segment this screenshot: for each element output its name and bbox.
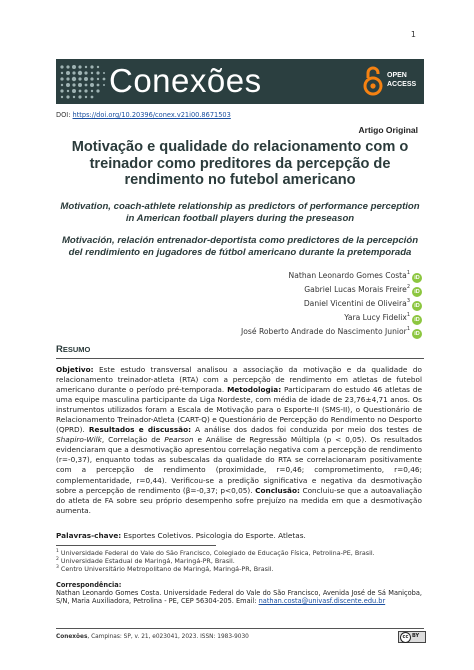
journal-logo-pattern bbox=[58, 63, 108, 101]
orcid-icon[interactable]: iD bbox=[412, 287, 422, 297]
open-access-label: OPEN ACCESS bbox=[387, 72, 417, 88]
orcid-icon[interactable]: iD bbox=[412, 301, 422, 311]
correspondence-email-link[interactable]: nathan.costa@univasf.discente.edu.br bbox=[258, 597, 386, 606]
title-portuguese: Motivação e qualidade do relacionamento com o treinador como preditores da percepção de rendimento no futebol americano bbox=[71, 139, 409, 188]
orcid-icon[interactable]: iD bbox=[412, 329, 422, 339]
title-english: Motivation, coach-athlete relationship as predictors of performance perception in American football players during the preseason bbox=[60, 201, 420, 224]
author-2: Gabriel Lucas Morais Freire$^2$iD bbox=[122, 280, 422, 294]
page-number: 1 bbox=[410, 30, 416, 39]
abstract-rule-top bbox=[56, 358, 424, 359]
article-type: Artigo Original bbox=[358, 125, 418, 135]
orcid-icon[interactable]: iD bbox=[412, 273, 422, 283]
open-access-lock-icon bbox=[363, 65, 383, 97]
journal-banner bbox=[56, 59, 424, 104]
author-3: Daniel Vicentini de Oliveira$^3$iD bbox=[122, 294, 422, 308]
open-access-badge[interactable] bbox=[363, 65, 421, 99]
cc-icon: cc bbox=[400, 632, 411, 643]
footer-citation: Conexões, Campinas: SP, v. 21, e023041, 2023. ISSN: 1983-9030 bbox=[56, 634, 249, 640]
author-list bbox=[122, 266, 422, 336]
footnote-rule bbox=[56, 545, 216, 546]
affiliation-3: $^3$ Centro Universitário Metropolitano de Maringá, Maringá-PR, Brasil. bbox=[56, 565, 274, 574]
doi-link[interactable]: https://doi.org/10.20396/conex.v21i00.8671503 bbox=[72, 111, 231, 119]
journal-title: Conexões bbox=[109, 62, 262, 99]
title-spanish: Motivación, relación entrenador-deportista como predictores de la percepción del rendimiento en jugadores de fútbol americano durante la pretemporada bbox=[61, 235, 419, 258]
author-1: Nathan Leonardo Gomes Costa$^1$iD bbox=[122, 266, 422, 280]
keywords: Palavras-chave: Esportes Coletivos. Psicologia do Esporte. Atletas. bbox=[56, 531, 306, 540]
affiliation-2: $^2$ Universidade Estadual de Maringá, Maringá-PR, Brasil. bbox=[56, 557, 235, 566]
abstract-heading: RESUMO bbox=[56, 344, 91, 355]
author-4: Yara Lucy Fidelix$^1$iD bbox=[122, 308, 422, 322]
author-5: José Roberto Andrade do Nascimento Junior$^1$iD bbox=[122, 322, 422, 336]
doi-line: DOI: https://doi.org/10.20396/conex.v21i00.8671503 bbox=[56, 111, 231, 119]
correspondence: Correspondência: Nathan Leonardo Gomes Costa. Universidade Federal do Vale do São Francisco, Avenida José de Sá Maniçoba, S/N, Maria Auxiliadora, Petrolina - PE, CEP 56304-205. Email: nathan.costa@univasf.discente.edu.br bbox=[56, 581, 422, 606]
by-icon: BY bbox=[412, 633, 420, 639]
affiliation-1: $^1$ Universidade Federal do Vale do São Francisco, Colegiado de Educação Física, Petrolina-PE, Brasil. bbox=[56, 549, 375, 558]
abstract-body: Objetivo: Este estudo transversal analisou a associação da motivação e da qualidade do relacionamento treinador-atleta (RTA) com a percepção de rendimento em atletas de futebol americano durante o período pré-temporada. Metodologia: Participaram do estudo 46 atletas de uma equipe masculina participante da Liga Nordeste, com média de idade de 23,76±4,71 anos. Os instrumentos utilizados foram a Escala de Motivação para o Esporte-II (SMS-II), o Questionário de Relacionamento Treinador-Atleta (CART-Q) e Questionário de Percepção do Rendimento no Desporto (QPRD). Resultados e discussão: A análise dos dados foi conduzida por meio dos testes de Shapiro-Wilk, Correlação de Pearson e Análise de Regressão Múltipla (p < 0,05). Os resultados evidenciaram que a desmotivação apresentou correlação negativa com a percepção de rendimento (r=-0,37), enquanto todas as subescalas da qualidade do RTA se correlacionaram positivamente com a percepção de rendimento (proximidade, r=0,46; comprometimento, r=0,46; complementaridade, r=0,44). Verificou-se a predição significativa e negativa da desmotivação sobre a percepção de rendimento (β=-0,37; p<0,05). Conclusão: Concluiu-se que a autoavaliação do atleta de FA sobre seu próprio desempenho sofre prejuízo na medida em que a desmotivação aumenta. bbox=[56, 365, 422, 515]
footer-rule bbox=[56, 628, 424, 629]
creative-commons-license-badge[interactable] bbox=[398, 631, 426, 643]
orcid-icon[interactable]: iD bbox=[412, 315, 422, 325]
